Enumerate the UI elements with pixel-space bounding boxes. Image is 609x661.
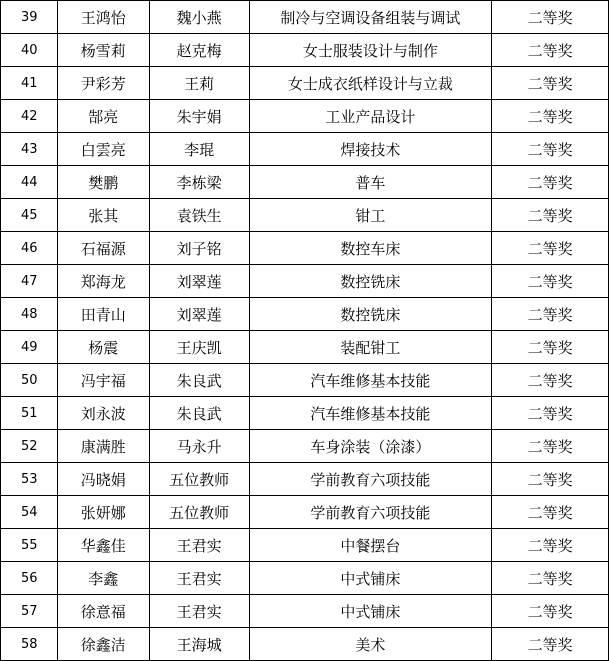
student-name: 杨震 bbox=[57, 331, 149, 364]
row-number: 47 bbox=[1, 265, 58, 298]
student-name: 樊鹏 bbox=[57, 166, 149, 199]
teacher-name: 刘翠莲 bbox=[149, 265, 249, 298]
row-number: 58 bbox=[1, 628, 58, 661]
teacher-name: 魏小燕 bbox=[149, 1, 249, 34]
row-number: 51 bbox=[1, 397, 58, 430]
table-row bbox=[1, 166, 609, 199]
row-number: 44 bbox=[1, 166, 58, 199]
student-name: 杨雪莉 bbox=[57, 34, 149, 67]
teacher-name: 王庆凯 bbox=[149, 331, 249, 364]
row-number: 50 bbox=[1, 364, 58, 397]
table-row bbox=[1, 364, 609, 397]
student-name: 尹彩芳 bbox=[57, 67, 149, 100]
event-name: 中餐摆台 bbox=[249, 529, 492, 562]
award-level: 二等奖 bbox=[492, 595, 609, 628]
table-row bbox=[1, 397, 609, 430]
row-number: 49 bbox=[1, 331, 58, 364]
event-name: 数控车床 bbox=[249, 232, 492, 265]
teacher-name: 朱宇娟 bbox=[149, 100, 249, 133]
table-row bbox=[1, 1, 609, 34]
table-row bbox=[1, 562, 609, 595]
row-number: 40 bbox=[1, 34, 58, 67]
award-level: 二等奖 bbox=[492, 34, 609, 67]
table-row bbox=[1, 595, 609, 628]
event-name: 学前教育六项技能 bbox=[249, 463, 492, 496]
table-row bbox=[1, 529, 609, 562]
student-name: 冯晓娟 bbox=[57, 463, 149, 496]
table-row bbox=[1, 298, 609, 331]
event-name: 车身涂装（涂漆） bbox=[249, 430, 492, 463]
award-level: 二等奖 bbox=[492, 397, 609, 430]
row-number: 48 bbox=[1, 298, 58, 331]
award-level: 二等奖 bbox=[492, 166, 609, 199]
award-level: 二等奖 bbox=[492, 67, 609, 100]
student-name: 田青山 bbox=[57, 298, 149, 331]
table-row bbox=[1, 100, 609, 133]
teacher-name: 五位教师 bbox=[149, 496, 249, 529]
award-level: 二等奖 bbox=[492, 265, 609, 298]
student-name: 华鑫佳 bbox=[57, 529, 149, 562]
row-number: 46 bbox=[1, 232, 58, 265]
event-name: 装配钳工 bbox=[249, 331, 492, 364]
event-name: 数控铣床 bbox=[249, 298, 492, 331]
event-name: 数控铣床 bbox=[249, 265, 492, 298]
teacher-name: 袁铁生 bbox=[149, 199, 249, 232]
teacher-name: 马永升 bbox=[149, 430, 249, 463]
table-row bbox=[1, 463, 609, 496]
table-row bbox=[1, 265, 609, 298]
row-number: 41 bbox=[1, 67, 58, 100]
teacher-name: 朱良武 bbox=[149, 364, 249, 397]
event-name: 女士成衣纸样设计与立裁 bbox=[249, 67, 492, 100]
teacher-name: 五位教师 bbox=[149, 463, 249, 496]
event-name: 中式铺床 bbox=[249, 562, 492, 595]
student-name: 郜亮 bbox=[57, 100, 149, 133]
award-level: 二等奖 bbox=[492, 496, 609, 529]
event-name: 普车 bbox=[249, 166, 492, 199]
row-number: 43 bbox=[1, 133, 58, 166]
table-row bbox=[1, 133, 609, 166]
teacher-name: 王海城 bbox=[149, 628, 249, 661]
event-name: 学前教育六项技能 bbox=[249, 496, 492, 529]
event-name: 焊接技术 bbox=[249, 133, 492, 166]
teacher-name: 刘子铭 bbox=[149, 232, 249, 265]
row-number: 55 bbox=[1, 529, 58, 562]
teacher-name: 王君实 bbox=[149, 595, 249, 628]
teacher-name: 李栋梁 bbox=[149, 166, 249, 199]
award-level: 二等奖 bbox=[492, 199, 609, 232]
teacher-name: 赵克梅 bbox=[149, 34, 249, 67]
row-number: 45 bbox=[1, 199, 58, 232]
event-name: 中式铺床 bbox=[249, 595, 492, 628]
award-level: 二等奖 bbox=[492, 331, 609, 364]
event-name: 女士服装设计与制作 bbox=[249, 34, 492, 67]
award-level: 二等奖 bbox=[492, 100, 609, 133]
event-name: 钳工 bbox=[249, 199, 492, 232]
table-row bbox=[1, 34, 609, 67]
award-level: 二等奖 bbox=[492, 133, 609, 166]
teacher-name: 李琨 bbox=[149, 133, 249, 166]
student-name: 张妍娜 bbox=[57, 496, 149, 529]
award-level: 二等奖 bbox=[492, 430, 609, 463]
row-number: 57 bbox=[1, 595, 58, 628]
event-name: 汽车维修基本技能 bbox=[249, 397, 492, 430]
student-name: 徐意福 bbox=[57, 595, 149, 628]
award-level: 二等奖 bbox=[492, 364, 609, 397]
award-level: 二等奖 bbox=[492, 628, 609, 661]
student-name: 康满胜 bbox=[57, 430, 149, 463]
event-name: 制冷与空调设备组装与调试 bbox=[249, 1, 492, 34]
teacher-name: 朱良武 bbox=[149, 397, 249, 430]
teacher-name: 王莉 bbox=[149, 67, 249, 100]
teacher-name: 王君实 bbox=[149, 529, 249, 562]
student-name: 王鸿怡 bbox=[57, 1, 149, 34]
event-name: 汽车维修基本技能 bbox=[249, 364, 492, 397]
student-name: 李鑫 bbox=[57, 562, 149, 595]
award-level: 二等奖 bbox=[492, 463, 609, 496]
student-name: 刘永波 bbox=[57, 397, 149, 430]
award-level: 二等奖 bbox=[492, 298, 609, 331]
row-number: 42 bbox=[1, 100, 58, 133]
table-row bbox=[1, 430, 609, 463]
row-number: 54 bbox=[1, 496, 58, 529]
student-name: 张其 bbox=[57, 199, 149, 232]
row-number: 52 bbox=[1, 430, 58, 463]
row-number: 53 bbox=[1, 463, 58, 496]
award-level: 二等奖 bbox=[492, 529, 609, 562]
row-number: 56 bbox=[1, 562, 58, 595]
table-row bbox=[1, 199, 609, 232]
table-row bbox=[1, 232, 609, 265]
event-name: 工业产品设计 bbox=[249, 100, 492, 133]
student-name: 石福源 bbox=[57, 232, 149, 265]
student-name: 白雲亮 bbox=[57, 133, 149, 166]
student-name: 冯宇福 bbox=[57, 364, 149, 397]
award-level: 二等奖 bbox=[492, 562, 609, 595]
teacher-name: 刘翠莲 bbox=[149, 298, 249, 331]
teacher-name: 王君实 bbox=[149, 562, 249, 595]
table-row bbox=[1, 67, 609, 100]
award-level: 二等奖 bbox=[492, 1, 609, 34]
award-level: 二等奖 bbox=[492, 232, 609, 265]
event-name: 美术 bbox=[249, 628, 492, 661]
table-row bbox=[1, 496, 609, 529]
student-name: 徐鑫洁 bbox=[57, 628, 149, 661]
student-name: 郑海龙 bbox=[57, 265, 149, 298]
row-number: 39 bbox=[1, 1, 58, 34]
table-row bbox=[1, 628, 609, 661]
table-row bbox=[1, 331, 609, 364]
